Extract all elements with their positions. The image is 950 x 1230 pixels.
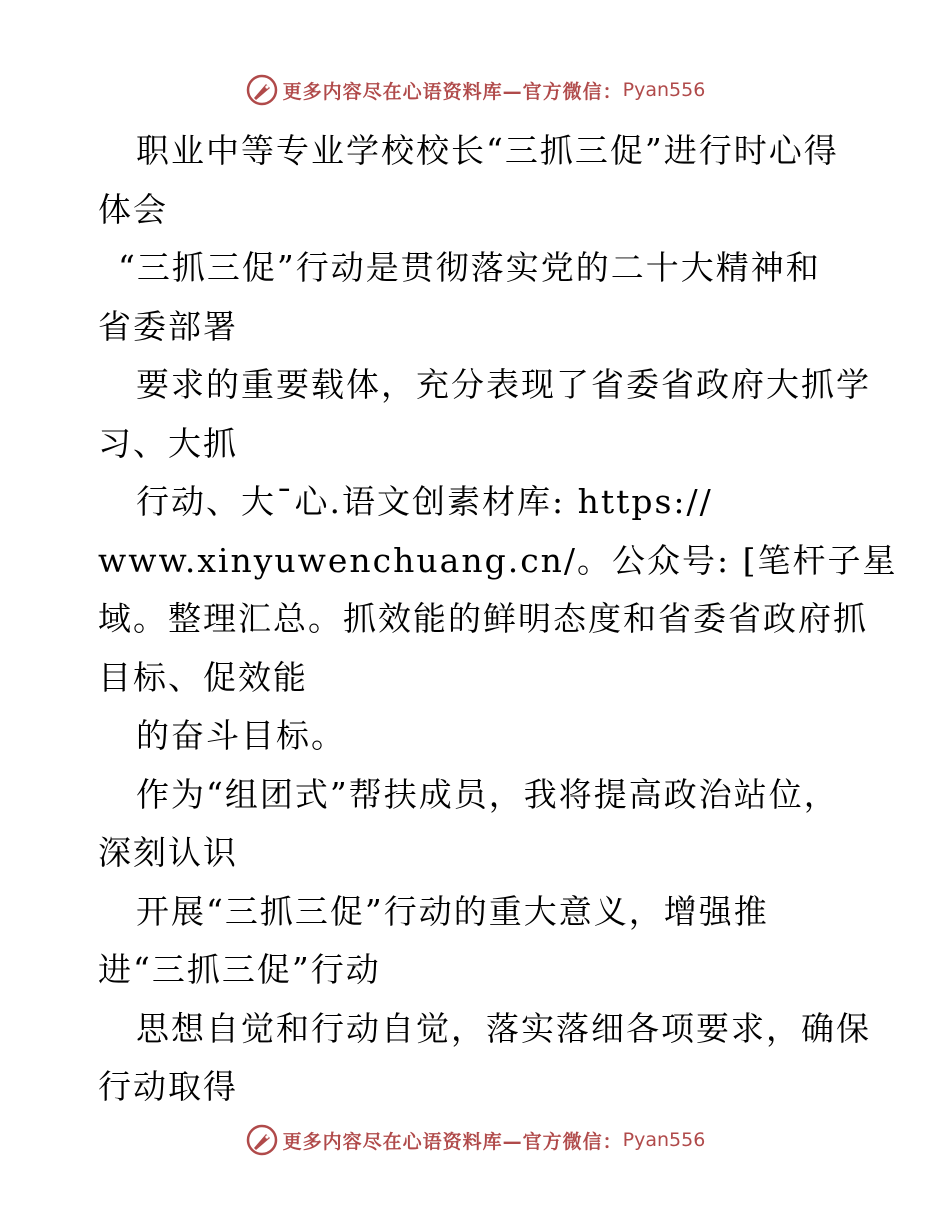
pen-nib-logo-icon bbox=[245, 73, 279, 107]
text-line: 域。整理汇总。抓效能的鲜明态度和省委省政府抓 bbox=[98, 599, 868, 638]
text-line: 省委部署 bbox=[98, 306, 238, 346]
text-line: 行动、大¯心.语文创素材库: https:// bbox=[136, 482, 713, 521]
header-watermark bbox=[0, 70, 950, 110]
text-line: 作为“组团式”帮扶成员，我将提高政治站位， bbox=[136, 774, 839, 814]
text-line: “三抓三促”行动是贯彻落实党的二十大精神和 bbox=[118, 248, 821, 287]
document-body bbox=[98, 122, 898, 1117]
watermark-wechat-id: Pyan556 bbox=[622, 1129, 706, 1151]
text-line: 的奋斗目标。 bbox=[136, 716, 346, 755]
text-line: 进“三抓三促”行动 bbox=[98, 950, 381, 989]
text-line: 行动取得 bbox=[98, 1067, 238, 1106]
watermark-text: 更多内容尽在心语资料库—官方微信： bbox=[282, 80, 623, 103]
watermark-text: 更多内容尽在心语资料库—官方微信： bbox=[282, 1130, 623, 1153]
text-line: 职业中等专业学校校长“三抓三促”进行时心得 bbox=[136, 131, 839, 170]
text-line: 思想自觉和行动自觉，落实落细各项要求，确保 bbox=[136, 1008, 871, 1048]
text-line: www.xinyuwenchuang.cn/。公众号: [笔杆子星 bbox=[98, 540, 898, 580]
text-line: 习、大抓 bbox=[98, 423, 238, 463]
text-line: 深刻认识 bbox=[98, 833, 238, 872]
text-line: 体会 bbox=[98, 189, 168, 229]
text-line: 要求的重要载体，充分表现了省委省政府大抓学 bbox=[136, 365, 871, 404]
pen-nib-logo-icon bbox=[245, 1123, 279, 1157]
text-line: 目标、促效能 bbox=[98, 657, 308, 697]
text-line: 开展“三抓三促”行动的重大意义，增强推 bbox=[136, 891, 769, 931]
footer-watermark bbox=[0, 1120, 950, 1160]
watermark-wechat-id: Pyan556 bbox=[622, 79, 706, 101]
